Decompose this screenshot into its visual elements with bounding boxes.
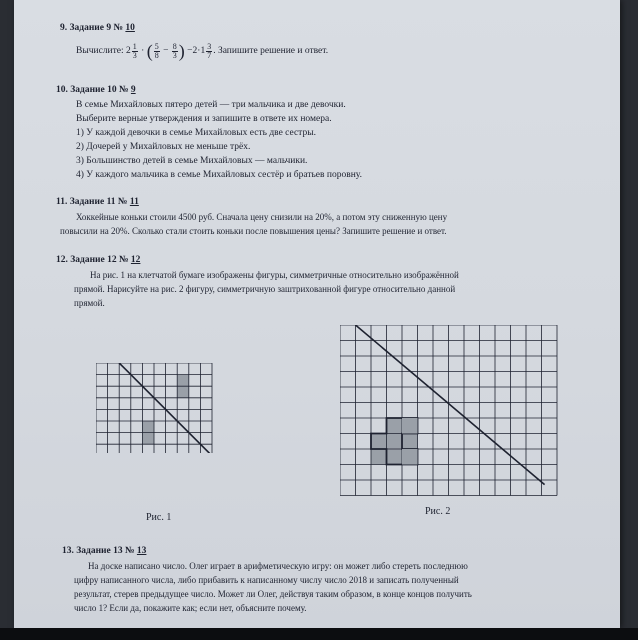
task12-heading-text: 12. Задание 12 № [56,255,129,265]
shaded-cell [142,421,154,433]
shaded-cell [371,449,387,465]
task13-line-3: результат, стерев предыдущее число. Может ли Олег, действуя таким образом, в конце концов получить [74,589,472,599]
fraction-4-num: 3 [207,41,212,51]
task11-link[interactable]: 11 [129,197,139,207]
task10-option-4: 4) У каждого мальчика в семье Михайловых сестёр и братьев поровну. [76,170,362,180]
task10-heading-text: 10. Задание 10 № [56,85,129,95]
left-paren: ( [146,41,153,61]
fraction-1 [132,43,138,60]
task11-heading [56,196,139,208]
task9-expression [76,40,328,62]
right-paren: ) [178,41,185,61]
fraction-1-num: 1 [132,41,137,51]
task10-option-2: 2) Дочерей у Михайловых не меньше трёх. [76,142,251,152]
task10-link[interactable]: 9 [130,85,136,95]
task10-option-3: 3) Большинство детей в семье Михайловых — мальчики. [76,156,308,166]
fraction-3-num: 8 [172,41,177,51]
task12-line-3: прямой. [74,298,105,308]
task11-line-1: Хоккейные коньки стоили 4500 руб. Сначала цену снизили на 20%, а потом эту сниженную цену [76,212,448,222]
shaded-cell [387,449,403,465]
shaded-cell [402,434,418,450]
shaded-cell [371,434,387,450]
task9-suffix: . Запишите решение и ответ. [213,46,329,57]
task10-heading [56,84,136,96]
shaded-cell [142,433,154,445]
task13-line-1: На доске написано число. Олег играет в арифметическую игру: он может либо стереть последнюю [88,561,468,571]
fraction-4 [206,43,212,60]
task11-heading-text: 11. Задание 11 № [56,197,128,207]
task13-heading-text: 13. Задание 13 № [62,546,135,556]
bottom-edge [0,628,638,640]
task10-line-2: Выберите верные утверждения и запишите в ответе их номера. [76,114,332,124]
fraction-2-num: 5 [154,41,159,51]
multiply-dot: · [141,46,145,57]
minus-sign: − [163,46,169,57]
shaded-cell [177,375,189,387]
task9-heading-text: 9. Задание 9 № [60,23,124,33]
task12-link[interactable]: 12 [130,255,141,265]
task13-line-4: число 1? Если да, покажите как; если нет, объясните почему. [74,603,307,613]
task12-heading [56,254,140,266]
task12-line-1: На рис. 1 на клетчатой бумаге изображены фигуры, симметричные относительно изображённой [90,270,459,280]
task10-line-1: В семье Михайловых пятеро детей — три мальчика и две девочки. [76,100,346,110]
fraction-2 [154,43,160,60]
shaded-cell [402,418,418,434]
figure-2-caption: Рис. 2 [425,506,451,517]
fraction-3 [172,43,178,60]
fraction-3-den: 3 [172,50,177,60]
shaded-cell [387,418,403,434]
fraction-2-den: 8 [154,50,159,60]
task13-heading [62,545,146,557]
task9-heading [60,22,135,34]
figure-1-caption: Рис. 1 [146,512,172,523]
fraction-4-den: 7 [207,50,212,60]
figure-1-grid [96,363,214,453]
task13-link[interactable]: 13 [136,546,147,556]
shaded-cell [177,386,189,398]
task13-line-2: цифру написанного числа, либо прибавить к написанному числу число 2018 и записать полученный [74,575,459,585]
task9-prefix: Вычислите: 2 [76,46,131,57]
task9-mid: −2·1 [187,46,206,57]
shaded-cell [402,449,418,465]
shaded-cell [387,434,403,450]
task10-option-1: 1) У каждой девочки в семье Михайловых есть две сестры. [76,128,316,138]
task9-link[interactable]: 10 [125,23,135,33]
fraction-1-den: 3 [132,50,137,60]
task12-line-2: прямой. Нарисуйте на рис. 2 фигуру, симметричную заштрихованной фигуре относительно данной [74,284,456,294]
figure-2-grid [340,325,560,501]
task11-line-2: повысили на 20%. Сколько стали стоить коньки после повышения цены? Запишите решение и ответ. [60,226,447,236]
